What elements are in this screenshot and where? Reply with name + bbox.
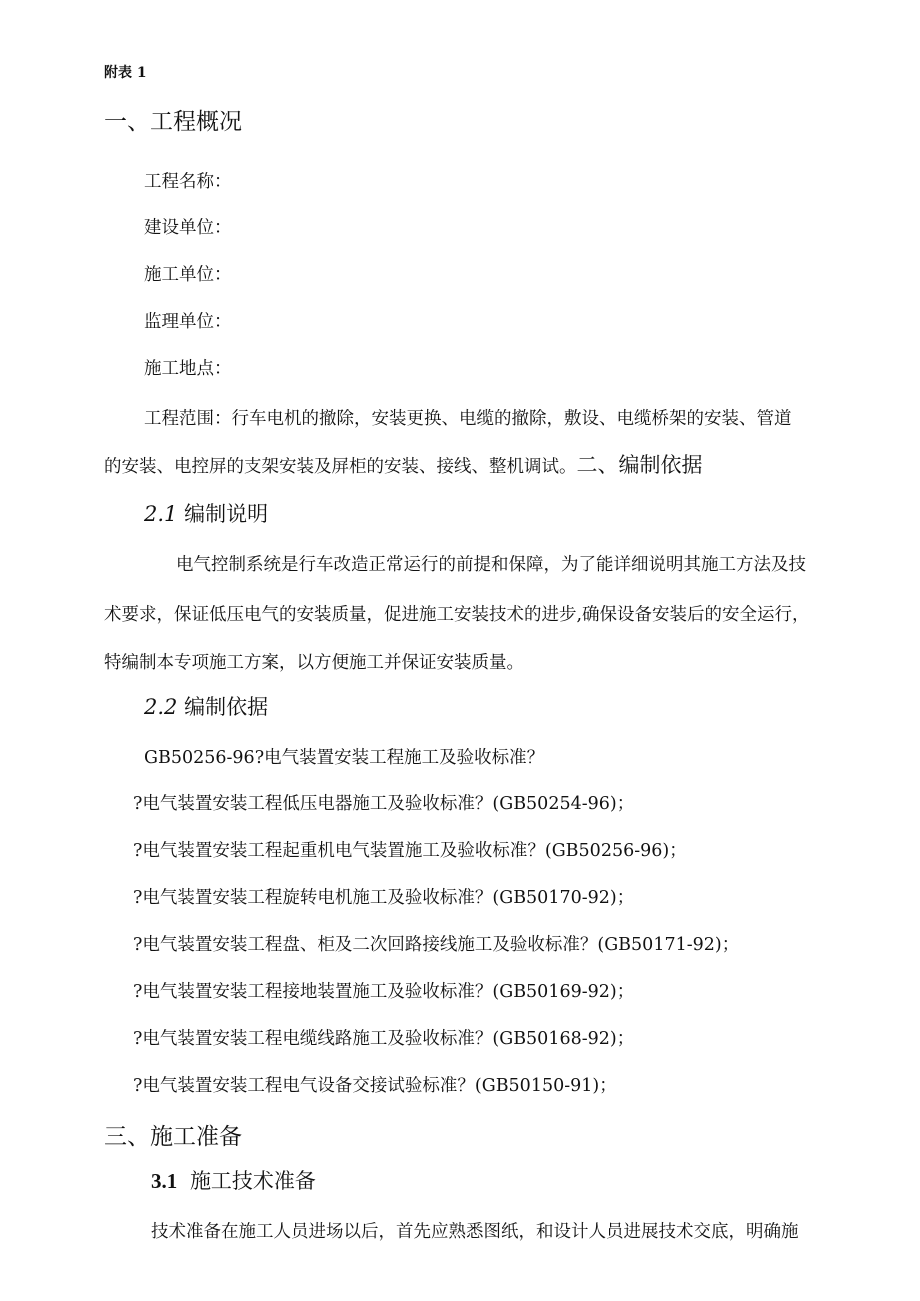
para-line-2: 术要求，保证低压电气的安装质量，促进施工安装技术的进步,确保设备安装后的安全运行，: [104, 605, 810, 625]
subsection-3-1: [151, 1165, 316, 1195]
ref-item: ?电气装置安装工程盘、柜及二次回路接线施工及验收标准？(GB50171-92)；: [133, 935, 740, 955]
field-contractor: 施工单位：: [144, 265, 232, 285]
field-project-name: 工程名称：: [144, 172, 232, 192]
subsection-title: 施工技术准备: [189, 1169, 316, 1193]
field-location: 施工地点：: [144, 359, 232, 379]
ref-item: ?电气装置安装工程低压电器施工及验收标准？(GB50254-96)；: [133, 794, 635, 814]
section-1-heading: 一、工程概况: [104, 109, 242, 135]
scope-line-2-text: 的安装、电控屏的支架安装及屏柜的安装、接线、整机调试。: [104, 457, 577, 477]
scope-line-2: [104, 449, 703, 479]
ref-item: ?电气装置安装工程旋转电机施工及验收标准？(GB50170-92)；: [133, 888, 635, 908]
attachment-label: 附表 1: [104, 65, 147, 81]
subsection-number: 3.1: [151, 1169, 178, 1193]
ref-item: ?电气装置安装工程电缆线路施工及验收标准？(GB50168-92)；: [133, 1029, 635, 1049]
subsection-2-1: [144, 498, 268, 528]
section-2-heading: 二、编制依据: [576, 453, 703, 477]
field-owner: 建设单位：: [144, 218, 232, 238]
section-3-para-line-1: 技术准备在施工人员进场以后，首先应熟悉图纸，和设计人员进展技术交底，明确施: [151, 1222, 799, 1242]
subsection-number: 2.1: [144, 502, 178, 526]
section-3-heading: 三、施工准备: [104, 1124, 242, 1150]
subsection-2-2: [144, 691, 268, 721]
ref-item: GB50256-96?电气装置安装工程施工及验收标准？: [144, 748, 545, 768]
para-line-3: 特编制本专项施工方案，以方便施工并保证安装质量。: [104, 653, 524, 673]
para-line-1: 电气控制系统是行车改造正常运行的前提和保障，为了能详细说明其施工方法及技: [176, 555, 806, 575]
field-supervisor: 监理单位：: [144, 312, 232, 332]
subsection-number: 2.2: [144, 695, 178, 719]
ref-item: ?电气装置安装工程接地装置施工及验收标准？(GB50169-92)；: [133, 982, 635, 1002]
subsection-title: 编制说明: [184, 502, 269, 526]
ref-item: ?电气装置安装工程起重机电气装置施工及验收标准？(GB50256-96)；: [133, 841, 687, 861]
ref-item: ?电气装置安装工程电气设备交接试验标准？(GB50150-91)；: [133, 1076, 617, 1096]
subsection-title: 编制依据: [184, 695, 269, 719]
scope-line-1: 工程范围：行车电机的撤除，安装更换、电缆的撤除，敷设、电缆桥架的安装、管道: [144, 409, 792, 429]
